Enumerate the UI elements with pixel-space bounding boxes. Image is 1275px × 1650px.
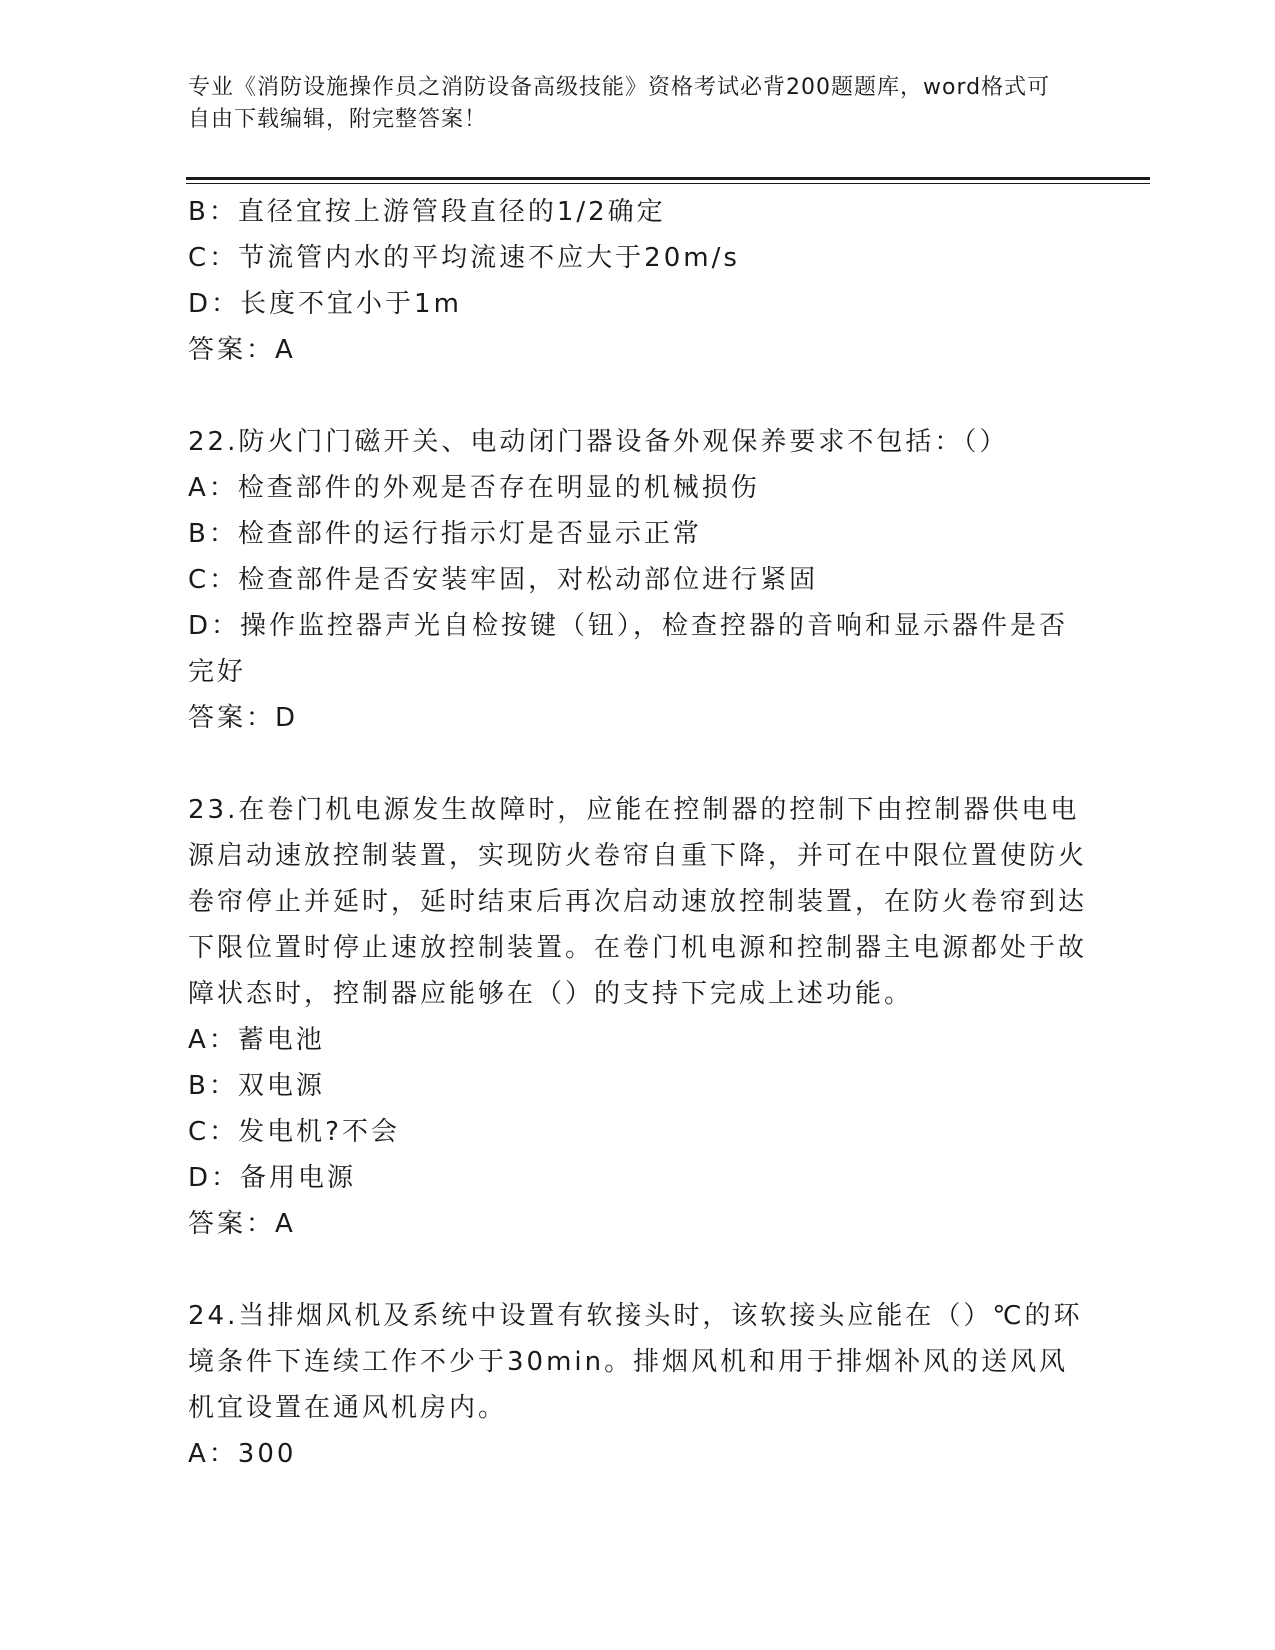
answer-line: 答案：A	[188, 335, 296, 365]
option-b: B：直径宜按上游管段直径的1/2确定	[188, 197, 666, 227]
document-header: 专业《消防设施操作员之消防设备高级技能》资格考试必背200题题库，word格式可自由下载编辑，附完整答案！	[188, 75, 1051, 132]
document-body	[188, 189, 1088, 1477]
question-stem: 22.防火门门磁开关、电动闭门器设备外观保养要求不包括：（）	[188, 427, 1009, 457]
option-c: C：节流管内水的平均流速不应大于20m/s	[188, 243, 740, 273]
answer-line: 答案：A	[188, 1209, 296, 1239]
option-b: B：检查部件的运行指示灯是否显示正常	[188, 519, 702, 549]
option-a: A：蓄电池	[188, 1025, 325, 1055]
question-22	[188, 419, 1088, 741]
option-c: C：发电机?不会	[188, 1117, 400, 1147]
option-a: A：检查部件的外观是否存在明显的机械损伤	[188, 473, 760, 503]
question-24	[188, 1293, 1088, 1477]
option-b: B：双电源	[188, 1071, 325, 1101]
answer-line: 答案：D	[188, 703, 299, 733]
option-a: A：300	[188, 1439, 297, 1469]
question-23	[188, 787, 1088, 1247]
option-c: C：检查部件是否安装牢固，对松动部位进行紧固	[188, 565, 819, 595]
question-21-continued	[188, 189, 1088, 373]
question-stem: 23.在卷门机电源发生故障时，应能在控制器的控制下由控制器供电电源启动速放控制装置，实现防火卷帘自重下降，并可在中限位置使防火卷帘停止并延时，延时结束后再次启动速放控制装置，在防火卷帘到达下限位置时停止速放控制装置。在卷门机电源和控制器主电源都处于故障状态时，控制器应能够在（）的支持下完成上述功能。	[188, 795, 1088, 1009]
option-d: D：备用电源	[188, 1163, 357, 1193]
spacer	[188, 1247, 1088, 1293]
spacer	[188, 741, 1088, 787]
header-rule-thin	[186, 183, 1150, 184]
option-d: D：操作监控器声光自检按键（钮），检查控器的音响和显示器件是否完好	[188, 611, 1069, 687]
spacer	[188, 373, 1088, 419]
question-stem: 24.当排烟风机及系统中设置有软接头时，该软接头应能在（）℃的环境条件下连续工作不少于30min。排烟风机和用于排烟补风的送风风机宜设置在通风机房内。	[188, 1301, 1083, 1423]
option-d: D：长度不宜小于1m	[188, 289, 462, 319]
header-rule	[186, 177, 1150, 180]
